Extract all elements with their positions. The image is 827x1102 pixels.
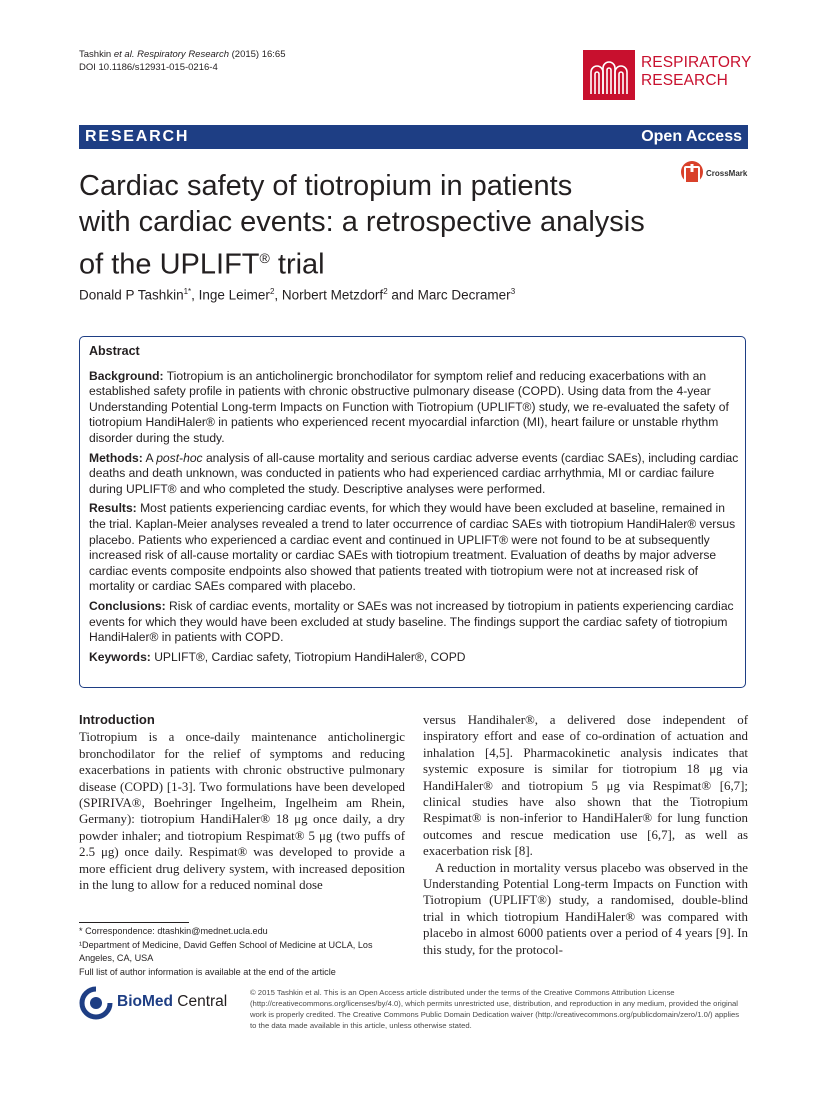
abstract-heading: Abstract xyxy=(89,344,140,358)
intro-paragraph-1-continued: versus Handihaler®, a delivered dose independent of inspiratory effort and ease of co-ordination of actuation and inhalation [4,5]. Pharmacokinetic analysis indicates that systemic exposure is similar for tiotropium 18 μg via HandiHaler® and tiotropium 5 μg via Respimat® [6,7]; clinical studies have also shown that the Tiotropium Respimat® is non-inferior to HandiHaler® for lung function outcomes and rescue medication use [6,7], as well as exacerbation risk [8]. xyxy=(423,713,748,859)
citation-volume: (2015) 16:65 xyxy=(231,49,286,60)
citation-header xyxy=(79,48,286,74)
title-line-1: Cardiac safety of tiotropium in patients xyxy=(79,170,573,202)
abstract-keywords: Keywords: UPLIFT®, Cardiac safety, Tiotropium HandiHaler®, COPD xyxy=(89,649,466,664)
crossmark-icon xyxy=(680,160,704,188)
abstract-methods: Methods: A post-hoc analysis of all-cause mortality and serious cardiac adverse events (cardiac SAEs), including cardiac deaths and death unknown, was conducted in patients who had experienced cardiac arrhythmia, MI or cardiac failure during UPLIFT® and who completed the study. Descriptive analyses were performed. xyxy=(89,450,739,496)
journal-logo-text xyxy=(641,54,752,90)
open-access-label: Open Access xyxy=(641,128,742,145)
body-column-left xyxy=(79,712,405,893)
citation-line xyxy=(79,48,286,61)
abstract-conclusions: Conclusions: Risk of cardiac events, mortality or SAEs was not increased by tiotropium in patients experiencing cardiac events for which they would have been excluded at study baseline. The findings support the cardiac safety of tiotropium HandiHaler® in patients with COPD. xyxy=(89,598,734,645)
author-4: and Marc Decramer xyxy=(387,287,511,303)
biomed-central-icon xyxy=(79,986,113,1020)
author-2: , Inge Leimer xyxy=(191,287,270,303)
author-3: , Norbert Metzdorf xyxy=(274,287,384,303)
article-title xyxy=(79,168,679,283)
journal-logo-line2: RESEARCH xyxy=(641,72,728,89)
citation-etal: et al. xyxy=(113,49,135,60)
article-type-band xyxy=(79,125,748,149)
footnote-divider xyxy=(79,922,189,923)
journal-logo xyxy=(583,50,753,102)
author-list: Donald P Tashkin$^{1*}$, Inge Leimer$^2$, Norbert Metzdorf$^2$ and Marc Decramer$^3$ xyxy=(79,287,516,303)
doi: DOI 10.1186/s12931-015-0216-4 xyxy=(79,62,218,73)
introduction-heading: Introduction xyxy=(79,712,155,727)
abstract-results: Results: Most patients experiencing cardiac events, for which they would have been excluded at baseline, remained in the trial. Kaplan-Meier analyses revealed a trend to later occurrence of cardiac SAEs with tiotropium HandiHaler® versus placebo. Patients who experienced a cardiac event and continued in UPLIFT® were not found to be at subsequently increased risk of all-cause mortality or cardiac SAEs with tiotropium treatment. Evaluation of deaths by major adverse cardiac events composite endpoints also showed that patients treated with tiotropium were not at increased risk of mortality or cardiac SAEs compared with placebo. xyxy=(89,501,736,594)
footnotes xyxy=(79,925,401,979)
abstract-box xyxy=(79,336,746,688)
citation-journal: Respiratory Research xyxy=(137,49,229,60)
crossmark-badge[interactable] xyxy=(680,160,760,192)
citation-authors: Tashkin xyxy=(79,49,112,60)
journal-logo-mark-icon xyxy=(583,50,635,100)
article-type-label: RESEARCH xyxy=(85,128,190,145)
publisher-name: BioMed Central xyxy=(117,993,228,1010)
intro-paragraph-2: A reduction in mortality versus placebo was observed in the Understanding Potential Long-term Impacts on Function with Tiotropium (UPLIFT®) study, a randomised, double-blind trial in which tiotropium HandiHaler® was compared with placebo in almost 6000 patients over a period of 4 years [9]. In this study, for the protocol- xyxy=(423,860,748,957)
abstract-background: Background: Tiotropium is an anticholinergic bronchodilator for symptom relief and reducing exacerbations with an established safety profile in patients with chronic obstructive pulmonary disease (COPD). Using data from the 4-year Understanding Potential Long-term Impacts on Function with Tiotropium (UPLIFT®) study, we re-evaluated the safety of tiotropium HandiHaler® in patients who experienced recent myocardial infarction (MI), heart failure or unstable rhythm disorder during the study. xyxy=(89,368,729,445)
title-line-2: with cardiac events: a retrospective analysis xyxy=(79,206,645,238)
author-info-note: Full list of author information is available at the end of the article xyxy=(79,966,336,977)
publisher-logo xyxy=(79,986,239,1020)
intro-paragraph-1: Tiotropium is a once-daily maintenance anticholinergic bronchodilator for the relief of symptoms and reducing exacerbations in patients with chronic obstructive pulmonary disease (COPD) [1-3]. Two formulations have been developed (SPIRIVA®, Boehringer Ingelheim, Ingelheim am Rhein, Germany): tiotropium HandiHaler® 18 μg once daily, a dry powder inhaler; and tiotropium Respimat® 5 μg (two puffs of 2.5 μg) once daily. Respimat® was developed to provide a more efficient drug delivery system, with increased deposition in the lung to allow for a reduced nominal dose xyxy=(79,730,405,893)
affiliation-footnote: ¹Department of Medicine, David Geffen School of Medicine at UCLA, Los Angeles, CA, USA xyxy=(79,939,373,963)
journal-logo-line1: RESPIRATORY xyxy=(641,54,752,71)
crossmark-label: CrossMark xyxy=(706,169,748,178)
correspondence-footnote: * Correspondence: dtashkin@mednet.ucla.edu xyxy=(79,926,268,936)
title-line-3: of the UPLIFT® trial xyxy=(79,248,325,281)
author-1: Donald P Tashkin xyxy=(79,287,184,303)
license-statement: © 2015 Tashkin et al. This is an Open Access article distributed under the terms of the Creative Commons Attribution License (http://creativecommons.org/licenses/by/4.0), which permits unrestricted use, distribution, and reproduction in any medium, provided the original work is properly credited. The Creative Commons Public Domain Dedication waiver (http://creativecommons.org/publicdomain/zero/1.0/) applies to the data made available in this article, unless otherwise stated. xyxy=(250,988,740,1030)
body-column-right xyxy=(423,712,748,958)
